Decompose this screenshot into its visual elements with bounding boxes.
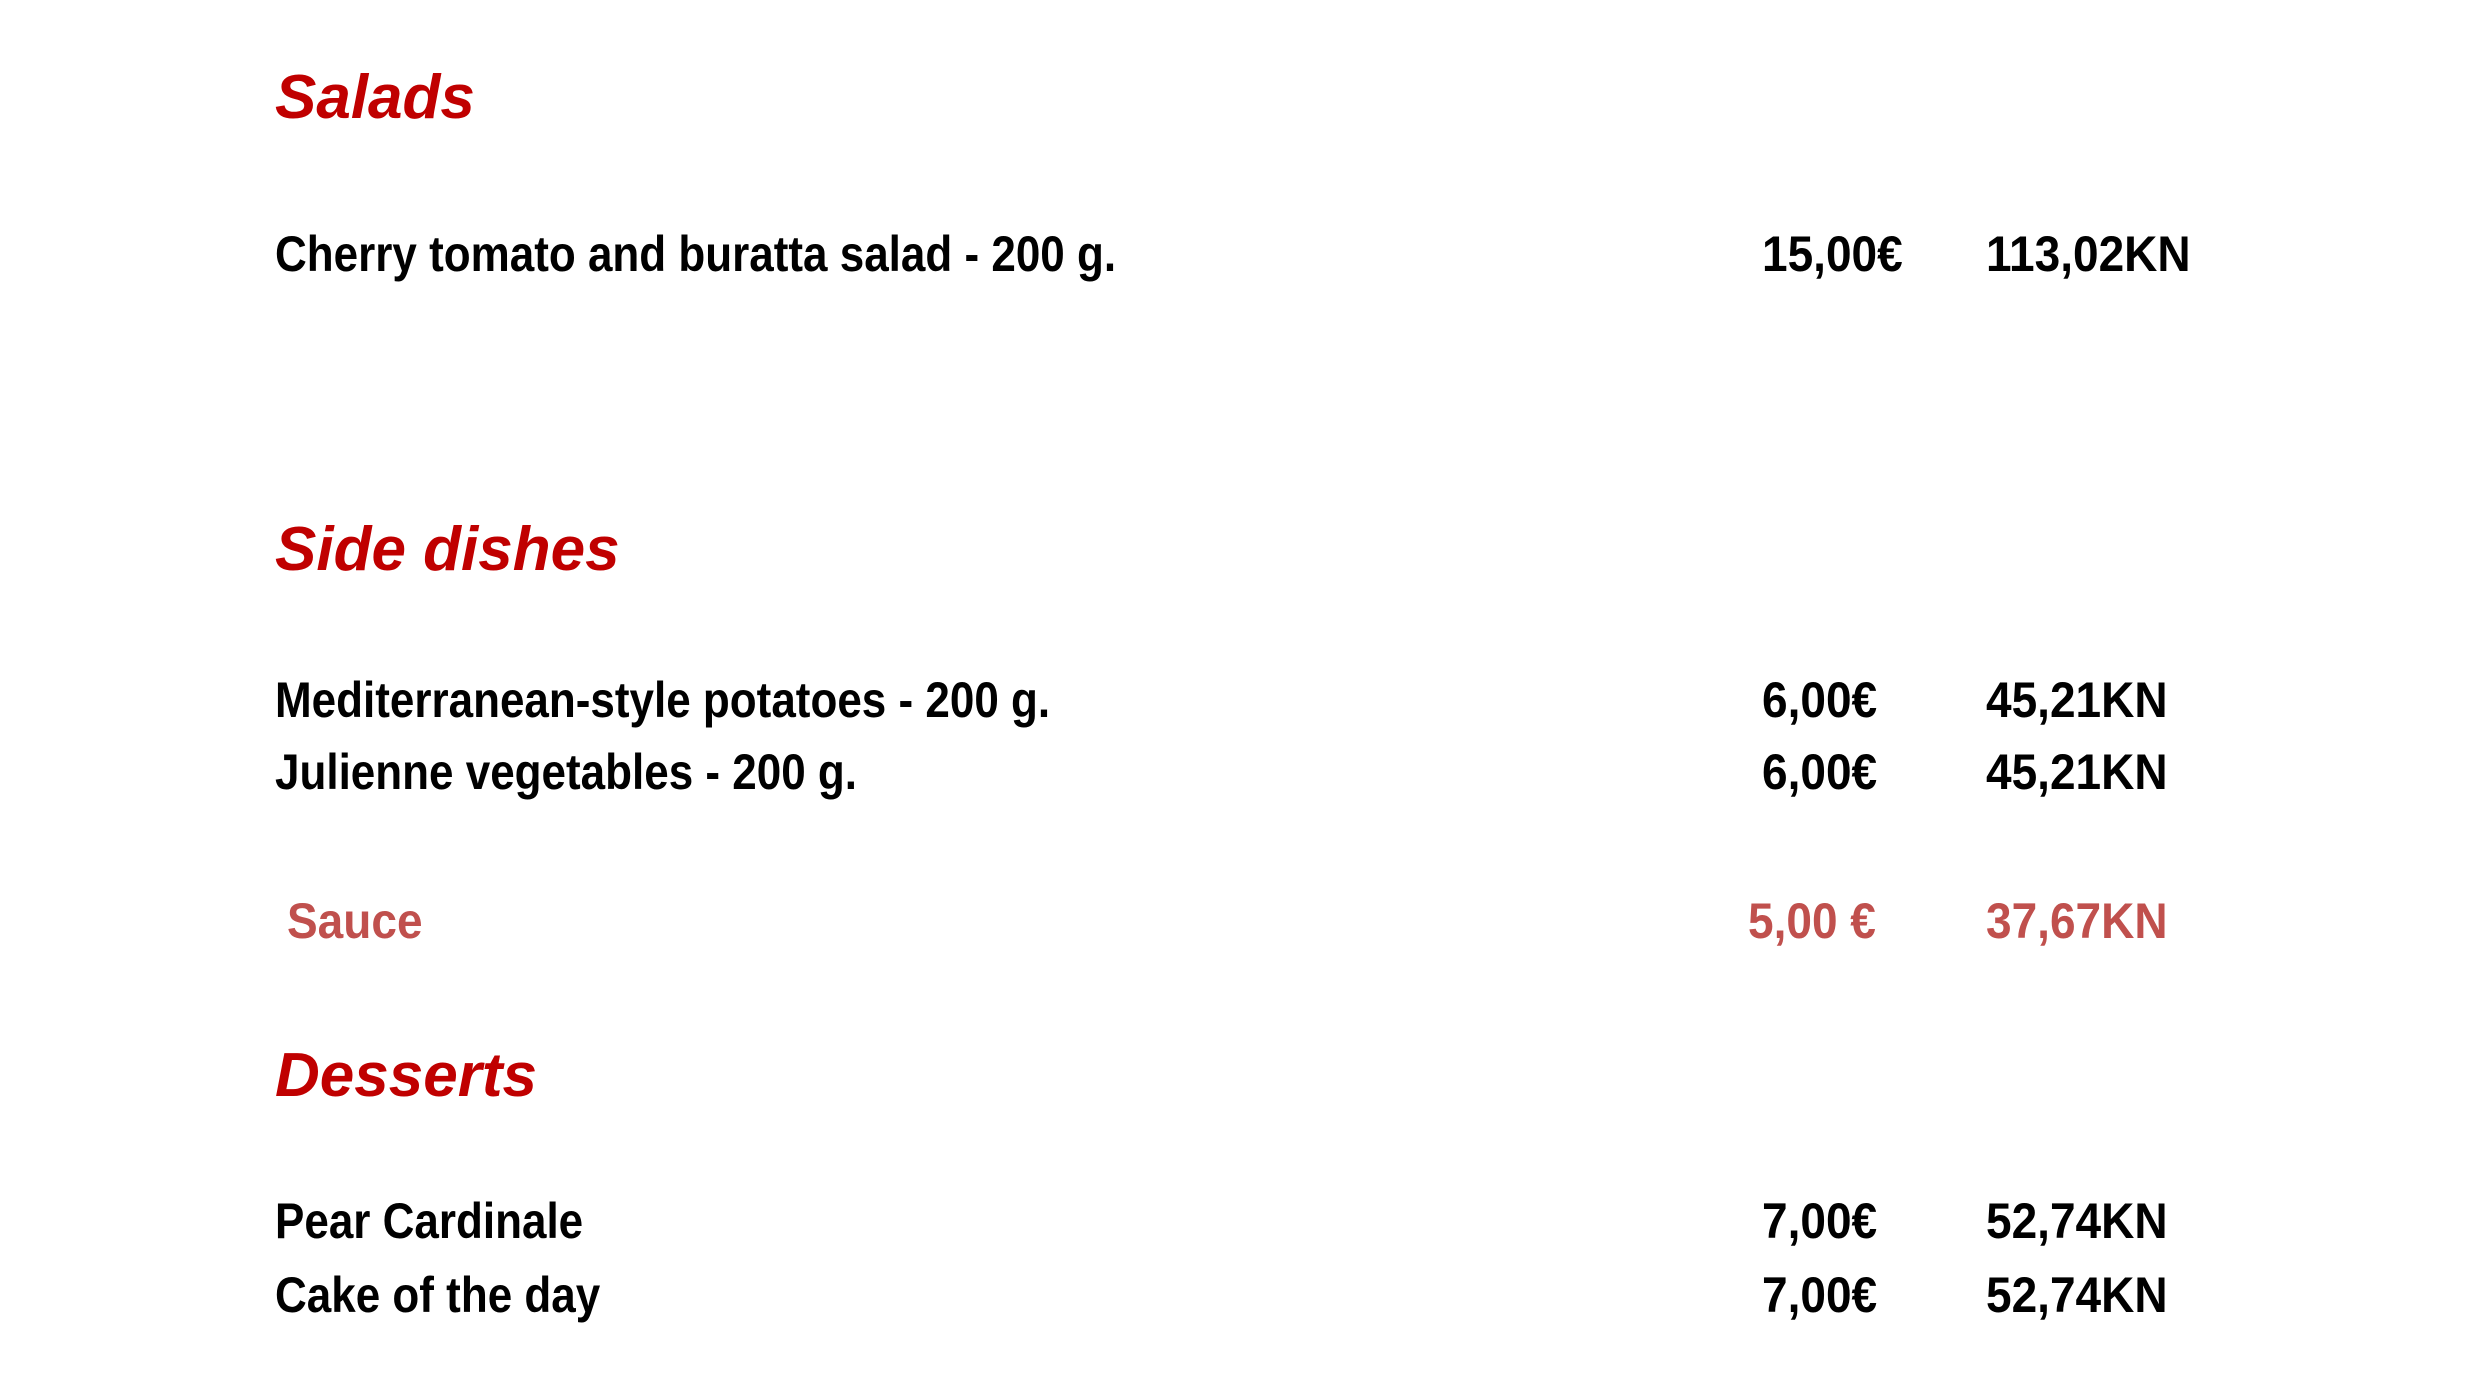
menu-item-row: [0, 226, 2480, 301]
section-heading-side-dishes: Side dishes: [275, 515, 620, 584]
item-price-kn: 45,21KN: [1986, 672, 2168, 728]
item-price-kn: 45,21KN: [1986, 744, 2168, 800]
menu-item-row: [0, 744, 2480, 819]
item-name: Mediterranean-style potatoes - 200 g.: [275, 672, 1051, 728]
section-heading-row-desserts: [0, 1041, 2480, 1117]
item-price-kn: 113,02KN: [1986, 226, 2191, 282]
item-price-kn: 52,74KN: [1986, 1267, 2168, 1323]
item-price-eur: 15,00€: [1762, 226, 1903, 282]
section-heading-row-side-dishes: [0, 515, 2480, 591]
item-price-eur: 7,00€: [1762, 1193, 1878, 1249]
menu-item-row: [0, 672, 2480, 747]
item-price-kn: 37,67KN: [1986, 893, 2168, 949]
menu-item-row: [0, 1267, 2480, 1342]
item-name: Julienne vegetables - 200 g.: [275, 744, 858, 800]
menu-item-row: [0, 1193, 2480, 1268]
item-price-eur: 5,00 €: [1748, 893, 1876, 949]
item-price-eur: 7,00€: [1762, 1267, 1878, 1323]
item-price-eur: 6,00€: [1762, 744, 1878, 800]
item-name: Cherry tomato and buratta salad - 200 g.: [275, 226, 1117, 282]
item-price-eur: 6,00€: [1762, 672, 1878, 728]
section-heading-row-salads: [0, 63, 2480, 139]
item-name: Pear Cardinale: [275, 1193, 584, 1249]
section-heading-desserts: Desserts: [275, 1041, 537, 1110]
menu-item-row-sauce: [0, 893, 2480, 968]
item-name: Cake of the day: [275, 1267, 601, 1323]
item-name-sauce: Sauce: [287, 893, 423, 949]
section-heading-salads: Salads: [275, 63, 475, 132]
item-price-kn: 52,74KN: [1986, 1193, 2168, 1249]
